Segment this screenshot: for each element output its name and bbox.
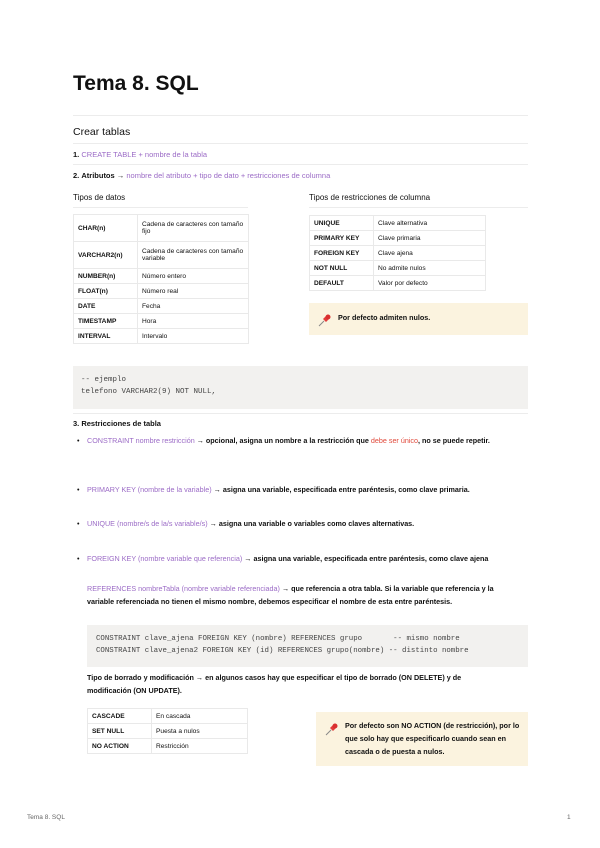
- pushpin-icon: [318, 313, 332, 327]
- divider: [309, 207, 528, 208]
- step-1: 1. CREATE TABLE + nombre de la tabla: [73, 150, 208, 159]
- divider: [73, 143, 528, 144]
- bullet-foreign-key: • FOREIGN KEY (nombre variable que referencia) → asigna una variable, especificada entre paréntesis, como clave ajena: [77, 554, 489, 563]
- table-row: NO ACTION Restricción: [88, 739, 248, 754]
- table-row: CASCADE En cascada: [88, 709, 248, 724]
- callout-no-action: Por defecto son NO ACTION (de restricción), por lo que solo hay que especificarlo cuando sean en cascada o de puesta a nulos.: [316, 712, 528, 766]
- divider: [73, 164, 528, 165]
- table-row: DEFAULT Valor por defecto: [310, 276, 486, 291]
- table-row: UNIQUE Clave alternativa: [310, 216, 486, 231]
- table-row: CHAR(n) Cadena de caracteres con tamaño fijo: [74, 215, 249, 242]
- table-row: DATE Fecha: [74, 299, 249, 314]
- page-title: Tema 8. SQL: [73, 72, 199, 95]
- delete-update-table: [87, 708, 248, 754]
- table-row: PRIMARY KEY Clave primaria: [310, 231, 486, 246]
- table-row: TIMESTAMP Hora: [74, 314, 249, 329]
- table-row: NUMBER(n) Número entero: [74, 269, 249, 284]
- table-row: FLOAT(n) Número real: [74, 284, 249, 299]
- bullet-unique: • UNIQUE (nombre/s de la/s variable/s) → asigna una variable o variables como claves alternativas.: [77, 519, 415, 528]
- table-row: FOREIGN KEY Clave ajena: [310, 246, 486, 261]
- data-types-table: [73, 214, 249, 344]
- code-block-example: -- ejemplo telefono VARCHAR2(9) NOT NULL,: [73, 366, 528, 409]
- references-paragraph: REFERENCES nombreTabla (nombre variable referenciada) → que referencia a otra tabla. Si la variable que referencia y la variable referenciada no tienen el mismo nombre, debemos especificar el nombre de esta entre paréntesis.: [87, 584, 494, 606]
- section-title: Crear tablas: [73, 126, 131, 138]
- pushpin-icon: [325, 722, 339, 736]
- bullet-primary-key: • PRIMARY KEY (nombre de la variable) → asigna una variable, especificada entre paréntesis, como clave primaria.: [77, 485, 470, 494]
- column-constraints-heading: Tipos de restricciones de columna: [309, 193, 431, 202]
- divider: [73, 115, 528, 116]
- column-constraints-table: [309, 215, 486, 291]
- table-row: SET NULL Puesta a nulos: [88, 724, 248, 739]
- table-row: VARCHAR2(n) Cadena de caracteres con tamaño variable: [74, 242, 249, 269]
- code-block-foreign-key: CONSTRAINT clave_ajena FOREIGN KEY (nombre) REFERENCES grupo -- mismo nombre CONSTRAINT clave_ajena2 FOREIGN KEY (id) REFERENCES grupo(nombre) -- distinto nombre: [87, 625, 528, 667]
- table-row: NOT NULL No admite nulos: [310, 261, 486, 276]
- bullet-constraint: • CONSTRAINT nombre restricción → opcional, asigna un nombre a la restricción que debe ser único, no se puede repetir.: [77, 436, 490, 445]
- footer-title: Tema 8. SQL: [27, 814, 65, 821]
- data-types-heading: Tipos de datos: [73, 193, 126, 202]
- divider: [73, 207, 248, 208]
- page-number: 1: [567, 814, 571, 821]
- table-row: INTERVAL Intervalo: [74, 329, 249, 344]
- callout-null: Por defecto admiten nulos.: [309, 303, 528, 335]
- divider: [73, 413, 528, 414]
- delete-update-paragraph: Tipo de borrado y modificación → en algunos casos hay que especificar el tipo de borrado (ON DELETE) y de modificación (ON UPDATE).: [87, 673, 462, 695]
- step-2: 2. Atributos → nombre del atributo + tipo de dato + restricciones de columna: [73, 171, 331, 180]
- step-3: 3. Restricciones de tabla: [73, 419, 161, 428]
